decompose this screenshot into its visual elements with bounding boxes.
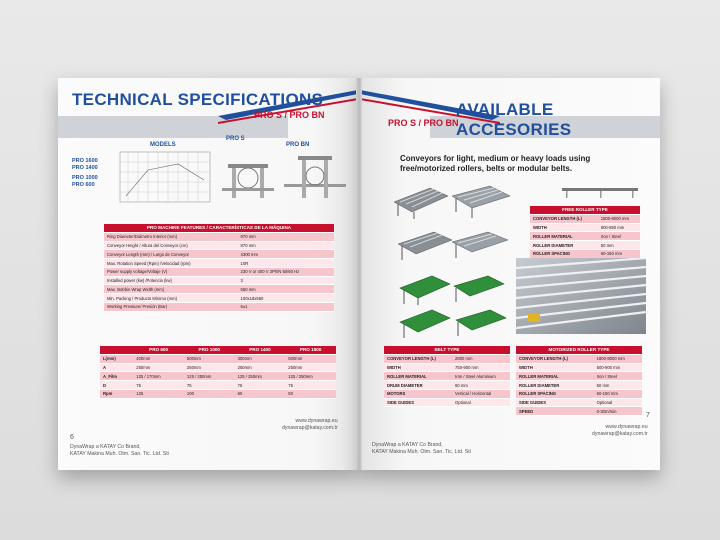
feature-value: 4300 mm <box>238 250 334 259</box>
footer-line: KATAY Makina Muh. Otm. San. Tic. Ltd. Sti <box>372 448 471 455</box>
table-row <box>516 354 642 363</box>
motor-conveyor-image <box>394 226 454 262</box>
feature-value: 10R <box>238 259 334 268</box>
spec-label: CONVEYOR LENGTH (L) <box>516 354 594 363</box>
spec-label: SIDE GUIDES <box>516 398 594 407</box>
right-page <box>360 78 660 470</box>
belt-conveyor-image-2 <box>450 270 506 306</box>
page-number: 7 <box>646 412 650 419</box>
motorized-roller-table <box>516 346 642 416</box>
table-row <box>104 294 334 303</box>
spec-value: 0-30m/min <box>594 407 642 416</box>
table-row <box>104 267 334 276</box>
footer-email: dynawrap@katay.com.tr <box>592 430 648 437</box>
spec-value: Vertical / Horizontal <box>452 389 510 398</box>
spec-value: 50 mm <box>598 241 640 250</box>
model-1000: PRO 1000 <box>72 175 98 181</box>
spec-value: Optional <box>452 398 510 407</box>
footer-company <box>70 444 169 457</box>
page-title: AVAILABLE ACCESORIES <box>456 100 572 139</box>
spec-label: CONVEYOR LENGTH (L) <box>530 214 598 223</box>
spec-value: 60-150 mm <box>598 249 640 258</box>
table-row <box>384 372 510 381</box>
table-row <box>530 214 640 223</box>
spec-label: WIDTH <box>384 363 452 372</box>
spec-value: 60 mm <box>452 381 510 390</box>
table-row <box>100 381 336 390</box>
roller-side-drawing <box>560 184 640 200</box>
table-row <box>384 389 510 398</box>
page-title: TECHNICAL SPECIFICATIONS <box>72 90 324 109</box>
features-header: PRO MACHINE FEATURES / CARACTERÍSTICAS DE LA MÁQUINA <box>104 224 334 232</box>
table-row <box>104 303 334 312</box>
spec-value: Iron / Steel Aluminium <box>452 372 510 381</box>
feature-value: 3 <box>238 276 334 285</box>
feature-label: Max. Bobbin Wrap Width (mm) <box>104 285 238 294</box>
row-label: D <box>100 381 133 390</box>
cell: 125 / 170mm <box>133 372 184 381</box>
model-1400: PRO 1400 <box>72 165 98 171</box>
spec-value: 60-150 mm <box>594 389 642 398</box>
col-pro-1400: PRO 1400 <box>235 346 286 354</box>
table-row <box>530 232 640 241</box>
feature-label: Power supply voltage/Voltaje (V) <box>104 267 238 276</box>
cell: 75 <box>184 381 235 390</box>
footer-contact <box>592 424 648 437</box>
row-label: A_Film <box>100 372 133 381</box>
spec-label: WIDTH <box>530 223 598 232</box>
spec-value: 600-850 mm <box>598 223 640 232</box>
cell: 75 <box>285 381 336 390</box>
cell: 250mm <box>285 363 336 372</box>
page-subtitle: PRO S / PRO BN <box>388 118 459 128</box>
col-pro-1000: PRO 1000 <box>184 346 235 354</box>
feature-label: Conveyor Height / Altura del Conveyor (cm) <box>104 241 238 250</box>
table-row <box>100 363 336 372</box>
table-row <box>384 381 510 390</box>
cell: 50 <box>285 389 336 398</box>
cell: 100 <box>184 389 235 398</box>
pro-bn-drawing <box>280 150 350 206</box>
table-row <box>530 223 640 232</box>
footer-line: DynaWrap a KATAY Co Brand, <box>70 444 141 450</box>
spec-label: ROLLER SPACING <box>530 249 598 258</box>
feature-label: Installed power (kw) /Potencia (kw) <box>104 276 238 285</box>
footer-email: dynawrap@katay.com.tr <box>282 424 338 431</box>
features-table <box>104 224 334 312</box>
spec-label: ROLLER DIAMETER <box>530 241 598 250</box>
spec-label: MOTORS <box>384 389 452 398</box>
table-row <box>104 250 334 259</box>
table-row <box>100 372 336 381</box>
table-row <box>516 372 642 381</box>
spec-label: WIDTH <box>516 363 594 372</box>
table-row <box>530 241 640 250</box>
book-gutter <box>356 78 362 470</box>
feature-value: 870 mm <box>238 241 334 250</box>
feature-label: Conveyor Length (mm) / Largo de Conveyor <box>104 250 238 259</box>
spec-label: ROLLER MATERIAL <box>384 372 452 381</box>
models-drawing <box>118 150 214 206</box>
spec-label: ROLLER MATERIAL <box>530 232 598 241</box>
model-600: PRO 600 <box>72 182 95 188</box>
models-table <box>100 346 336 399</box>
spec-label: ROLLER MATERIAL <box>516 372 594 381</box>
row-label: L(mm) <box>100 354 133 363</box>
table-row <box>104 259 334 268</box>
spec-value: 50 mm <box>594 381 642 390</box>
motor-conveyor-image-2 <box>450 228 510 264</box>
table-row <box>530 249 640 258</box>
footer-company <box>372 442 471 455</box>
cell: 250mm <box>235 363 286 372</box>
modular-belt-image-2 <box>452 304 508 340</box>
roller-photo <box>516 258 646 334</box>
cell: 125 / 250mm <box>184 372 235 381</box>
spec-value: 2800 mm <box>452 354 510 363</box>
table-row <box>384 354 510 363</box>
table-row <box>516 407 642 416</box>
feature-value: 970 mm <box>238 232 334 241</box>
feature-label: Max. Rotation Speed (Rpm) /Velocidad (rpm) <box>104 259 238 268</box>
spec-label: ROLLER DIAMETER <box>516 381 594 390</box>
spec-value: Optional <box>594 398 642 407</box>
table-row <box>384 363 510 372</box>
cell: 75 <box>133 381 184 390</box>
table-row <box>516 398 642 407</box>
models-label: MODELS <box>150 142 176 148</box>
cell: 75 <box>235 381 286 390</box>
cell: 60 <box>235 389 286 398</box>
cell: 400mm <box>133 354 184 363</box>
cell: 500mm <box>184 354 235 363</box>
spec-value: 500-900 mm <box>594 363 642 372</box>
table-row <box>516 381 642 390</box>
feature-label: Ring Diameter/Diámetro Interior (mm) <box>104 232 238 241</box>
roller-conveyor-image <box>390 182 450 220</box>
intro-text: Conveyors for light, medium or heavy loads using free/motorized rollers, belts or modular belts. <box>400 154 591 173</box>
spec-label: SPEED <box>516 407 594 416</box>
feature-value: 230 V or 400 V 3Ph/N 50/60 Hz <box>238 267 334 276</box>
table-row <box>100 389 336 398</box>
spec-label: SIDE GUIDES <box>384 398 452 407</box>
feature-value: 100x18x550 <box>238 294 334 303</box>
spec-value: 750-900 mm <box>452 363 510 372</box>
col-pro-1800: PRO 1800 <box>285 346 336 354</box>
cell: 300mm <box>235 354 286 363</box>
page-number: 6 <box>70 434 74 441</box>
table-row <box>104 232 334 241</box>
spec-value: 1800-8000 mm <box>594 354 642 363</box>
spec-value: Iron / Steel <box>598 232 640 241</box>
footer-website: www.dynawrap.eu <box>295 418 338 424</box>
cell: 250mm <box>184 363 235 372</box>
footer-line: KATAY Makina Muh. Otm. San. Tic. Ltd. Sti <box>70 450 169 457</box>
models-table-corner <box>100 346 133 354</box>
left-page <box>58 78 358 470</box>
table-row <box>104 241 334 250</box>
footer-website: www.dynawrap.eu <box>605 424 648 430</box>
col-pro-600: PRO 600 <box>133 346 184 354</box>
spec-label: DRUM DIAMETER <box>384 381 452 390</box>
cell: 500mm <box>285 354 336 363</box>
belt-type-table <box>384 346 510 407</box>
pro-s-drawing <box>220 148 276 206</box>
cell: 125 <box>133 389 184 398</box>
table-row <box>104 285 334 294</box>
feature-value: 550 mm <box>238 285 334 294</box>
roller-conveyor-image-2 <box>450 182 512 220</box>
spec-value: 1800-8000 mm <box>598 214 640 223</box>
belt-type-header: BELT TYPE <box>384 346 510 354</box>
footer-line: DynaWrap a KATAY Co Brand, <box>372 442 443 448</box>
cell: 125 / 250mm <box>235 372 286 381</box>
free-roller-header: FREE ROLLER TYPE <box>530 206 640 214</box>
pro-s-label: PRO S <box>226 136 245 142</box>
spec-value: Iron / Steel <box>594 372 642 381</box>
row-label: A <box>100 363 133 372</box>
belt-conveyor-image <box>396 270 452 306</box>
feature-label: Working Pressure/ Presión (Bar) <box>104 303 238 312</box>
motorized-roller-header: MOTORIZED ROLLER TYPE <box>516 346 642 354</box>
table-row <box>104 276 334 285</box>
modular-belt-image <box>396 304 452 340</box>
footer-contact <box>282 418 338 431</box>
feature-label: Min. Packing / Producto Mínimo (mm) <box>104 294 238 303</box>
page-subtitle: PRO S / PRO BN <box>254 110 325 120</box>
model-1600: PRO 1600 <box>72 158 98 164</box>
brochure-spread <box>58 78 662 470</box>
spec-label: ROLLER SPACING <box>516 389 594 398</box>
table-row <box>100 354 336 363</box>
models-list <box>72 158 98 189</box>
feature-value: 5±1 <box>238 303 334 312</box>
cell: 125 / 250mm <box>285 372 336 381</box>
table-row <box>516 389 642 398</box>
table-row <box>516 363 642 372</box>
table-row <box>384 398 510 407</box>
row-label: Rpm <box>100 389 133 398</box>
cell: 250mm <box>133 363 184 372</box>
spec-label: CONVEYOR LENGTH (L) <box>384 354 452 363</box>
pro-bn-label: PRO BN <box>286 142 310 148</box>
